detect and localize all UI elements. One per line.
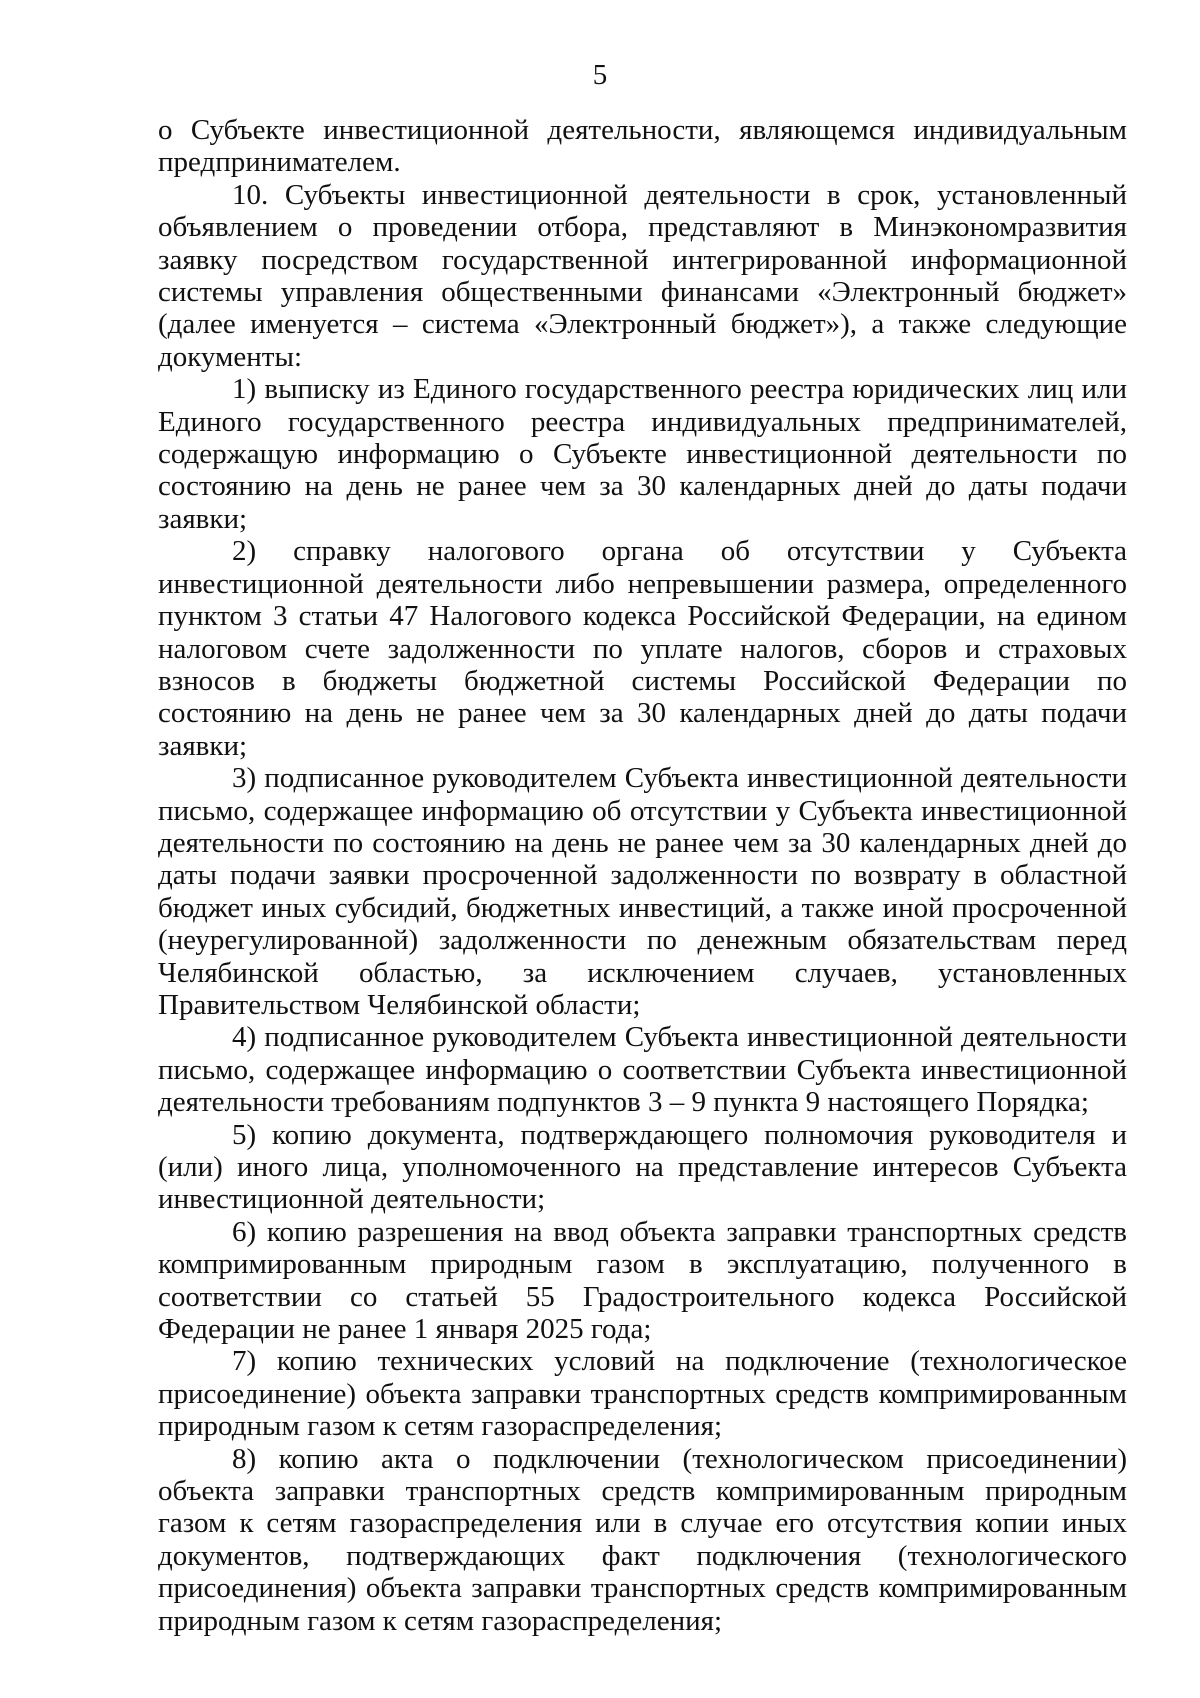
document-body — [158, 114, 1127, 1637]
paragraph-subitem-5: 5) копию документа, подтверждающего полномочия руководителя и (или) иного лица, уполномоченного на представление интересов Субъекта инвестиционной деятельности; — [158, 1118, 1127, 1216]
paragraph-subitem-4: 4) подписанное руководителем Субъекта инвестиционной деятельности письмо, содержащее информацию о соответствии Субъекта инвестиционной деятельности требованиям подпунктов 3 – 9 пункта 9 настоящего Порядка; — [158, 1021, 1127, 1119]
paragraph-item-10: 10. Субъекты инвестиционной деятельности в срок, установленный объявлением о проведении отбора, представляют в Минэкономразвития заявку посредством государственной интегрированной информационной системы управления общественными финансами «Электронный бюджет» (далее именуется – система «Электронный бюджет»), а также следующие документы: — [158, 178, 1127, 373]
paragraph-subitem-6: 6) копию разрешения на ввод объекта заправки транспортных средств компримированным природным газом в эксплуатацию, полученного в соответствии со статьей 55 Градостроительного кодекса Российской Федерации не ранее 1 января 2025 года; — [158, 1215, 1127, 1346]
paragraph-subitem-2: 2) справку налогового органа об отсутствии у Субъекта инвестиционной деятельности либо непревышении размера, определенного пунктом 3 статьи 47 Налогового кодекса Российской Федерации, на едином налоговом счете задолженности по уплате налогов, сборов и страховых взносов в бюджеты бюджетной системы Российской Федерации по состоянию на день не ранее чем за 30 календарных дней до даты подачи заявки; — [158, 535, 1127, 762]
paragraph-continuation: о Субъекте инвестиционной деятельности, являющемся индивидуальным предпринимателем. — [158, 114, 1127, 179]
paragraph-subitem-8: 8) копию акта о подключении (технологическом присоединении) объекта заправки транспортных средств компримированным природным газом к сетям газораспределения или в случае его отсутствия копии иных документов, подтверждающих факт подключения (технологического присоединения) объекта заправки транспортных средств компримированным природным газом к сетям газораспределения; — [158, 1442, 1127, 1637]
paragraph-subitem-7: 7) копию технических условий на подключение (технологическое присоединение) объекта заправки транспортных средств компримированным природным газом к сетям газораспределения; — [158, 1345, 1127, 1443]
paragraph-subitem-3: 3) подписанное руководителем Субъекта инвестиционной деятельности письмо, содержащее информацию об отсутствии у Субъекта инвестиционной деятельности по состоянию на день не ранее чем за 30 календарных дней до даты подачи заявки просроченной задолженности по возврату в областной бюджет иных субсидий, бюджетных инвестиций, а также иной просроченной (неурегулированной) задолженности по денежным обязательствам перед Челябинской областью, за исключением случаев, установленных Правительством Челябинской области; — [158, 762, 1127, 1021]
page-number: 5 — [592, 59, 608, 91]
paragraph-subitem-1: 1) выписку из Единого государственного реестра юридических лиц или Единого государственного реестра индивидуальных предпринимателей, содержащую информацию о Субъекте инвестиционной деятельности по состоянию на день не ранее чем за 30 календарных дней до даты подачи заявки; — [158, 373, 1127, 535]
